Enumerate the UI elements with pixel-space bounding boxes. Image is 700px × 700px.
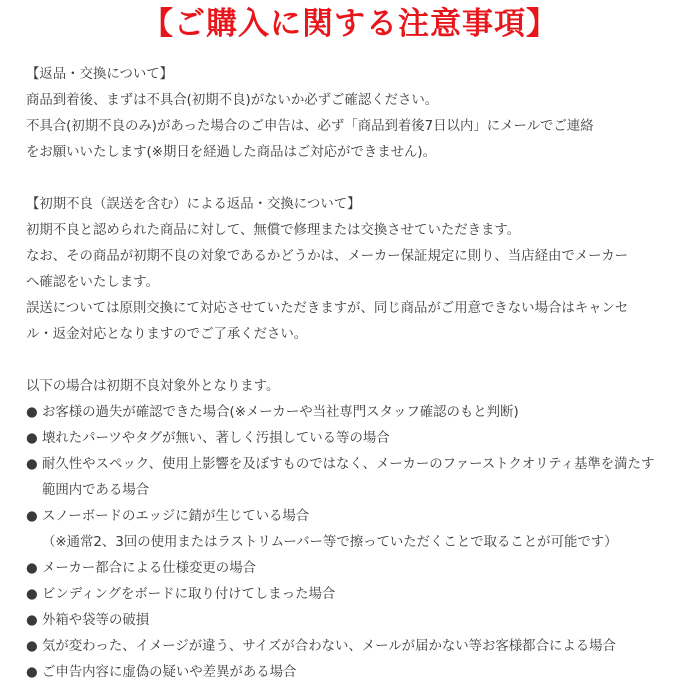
bullet-icon: ● — [26, 665, 38, 680]
list-item-text: ご申告内容に虚偽の疑いや差異がある場合 — [42, 665, 297, 680]
list-item-text: メーカー都合による仕様変更の場合 — [42, 561, 256, 576]
returns-line: 不具合(初期不良のみ)があった場合のご申告は、必ず「商品到着後7日以内」にメールでご連絡 — [26, 119, 594, 134]
defects-line: へ確認をいたします。 — [26, 275, 159, 290]
defects-line: なお、その商品が初期不良の対象であるかどうかは、メーカー保証規定に則り、当店経由でメーカー — [26, 249, 629, 264]
list-item-text: 耐久性やスペック、使用上影響を及ぼすものではなく、メーカーのファーストクオリティ基準を満たす — [42, 457, 655, 472]
list-item — [26, 504, 690, 530]
bullet-icon: ● — [26, 509, 38, 524]
bullet-icon: ● — [26, 561, 38, 576]
bullet-icon: ● — [26, 639, 38, 654]
defects-heading: 【初期不良（誤送を含む）による返品・交換について】 — [26, 197, 361, 212]
bullet-icon: ● — [26, 587, 38, 602]
list-item — [26, 452, 690, 478]
notice-body — [26, 62, 690, 686]
list-item — [26, 660, 690, 686]
exclusions-intro: 以下の場合は初期不良対象外となります。 — [26, 379, 280, 394]
list-item-continuation: 範囲内である場合 — [42, 483, 150, 498]
list-item-text: 壊れたパーツやタグが無い、著しく汚損している等の場合 — [42, 431, 390, 446]
list-item-continuation: （※通常2、3回の使用またはラストリムーバー等で擦っていただくことで取ることが可能です） — [42, 535, 618, 550]
returns-line: 商品到着後、まずは不具合(初期不良)がないか必ずご確認ください。 — [26, 93, 439, 108]
list-item-text: 外箱や袋等の破損 — [42, 613, 150, 628]
list-item — [26, 634, 690, 660]
list-item-text: スノーボードのエッジに錆が生じている場合 — [42, 509, 310, 524]
page-title: 【ご購入に関する注意事項】 — [142, 6, 558, 42]
list-item — [26, 556, 690, 582]
list-item — [26, 400, 690, 426]
list-item-text: ビンディングをボードに取り付けてしまった場合 — [42, 587, 336, 602]
bullet-icon: ● — [26, 457, 38, 472]
list-item — [26, 582, 690, 608]
defects-line: 誤送については原則交換にて対応させていただきますが、同じ商品がご用意できない場合はキャンセ — [26, 301, 629, 316]
list-item — [26, 608, 690, 634]
list-item-text: お客様の過失が確認できた場合(※メーカーや当社専門スタッフ確認のもと判断) — [42, 405, 519, 420]
defects-line: 初期不良と認められた商品に対して、無償で修理または交換させていただきます。 — [26, 223, 521, 238]
returns-heading: 【返品・交換について】 — [26, 67, 174, 82]
section-spacer — [26, 348, 690, 374]
defects-line: ル・返金対応となりますのでご了承ください。 — [26, 327, 308, 342]
list-item-text: 気が変わった、イメージが違う、サイズが合わない、メールが届かない等お客様都合による場合 — [42, 639, 616, 654]
section-spacer — [26, 166, 690, 192]
list-item — [26, 426, 690, 452]
bullet-icon: ● — [26, 405, 38, 420]
bullet-icon: ● — [26, 431, 38, 446]
bullet-icon: ● — [26, 613, 38, 628]
returns-line: をお願いいたします(※期日を経過した商品はご対応ができません)。 — [26, 145, 436, 160]
